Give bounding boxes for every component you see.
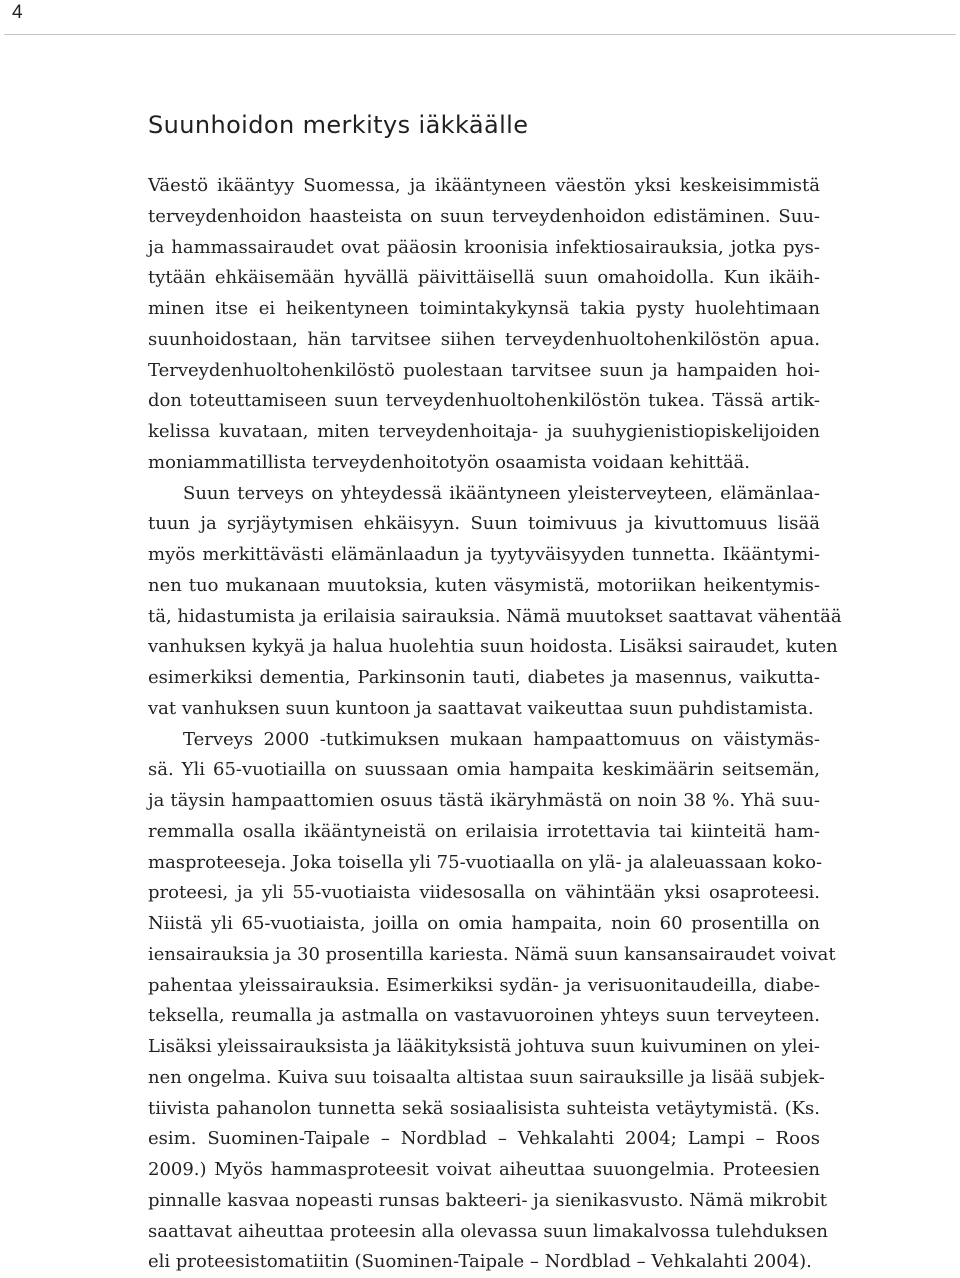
text-line: minen itse ei heikentyneen toimintakykynsä takia pysty huolehtimaan [148, 294, 820, 325]
text-line: Niistä yli 65-vuotiaista, joilla on omia hampaita, noin 60 prosentilla on [148, 909, 820, 940]
header-rule [4, 34, 956, 35]
paragraph [148, 171, 820, 479]
text-line: Terveydenhuoltohenkilöstö puolestaan tarvitsee suun ja hampaiden hoi- [148, 356, 820, 387]
text-line: nen ongelma. Kuiva suu toisaalta altistaa suun sairauksille ja lisää subjek- [148, 1063, 820, 1094]
text-line: tä, hidastumista ja erilaisia sairauksia. Nämä muutokset saattavat vähentää [148, 602, 820, 633]
text-line: ja hammassairaudet ovat pääosin kroonisia infektiosairauksia, jotka pys- [148, 233, 820, 264]
text-line: proteesi, ja yli 55-vuotiaista viidesosalla on vähintään yksi osaproteesi. [148, 878, 820, 909]
text-line: Väestö ikääntyy Suomessa, ja ikääntyneen väestön yksi keskeisimmistä [148, 171, 820, 202]
text-line: pahentaa yleissairauksia. Esimerkiksi sydän- ja verisuonitaudeilla, diabe- [148, 971, 820, 1002]
text-line: Terveys 2000 -tutkimuksen mukaan hampaattomuus on väistymäs- [148, 725, 820, 756]
text-line: tuun ja syrjäytymisen ehkäisyyn. Suun toimivuus ja kivuttomuus lisää [148, 509, 820, 540]
text-line: kelissa kuvataan, miten terveydenhoitaja- ja suuhygienistiopiskelijoiden [148, 417, 820, 448]
text-line: sä. Yli 65-vuotiailla on suussaan omia hampaita keskimäärin seitsemän, [148, 755, 820, 786]
text-line: moniammatillista terveydenhoitotyön osaamista voidaan kehittää. [148, 448, 820, 479]
article-body [148, 171, 820, 1278]
page-number: 4 [12, 0, 23, 26]
text-line: don toteuttamiseen suun terveydenhuoltohenkilöstön tukea. Tässä artik- [148, 386, 820, 417]
text-line: tiivista pahanolon tunnetta sekä sosiaalisista suhteista vetäytymistä. (Ks. [148, 1094, 820, 1125]
text-line: ja täysin hampaattomien osuus tästä ikäryhmästä on noin 38 %. Yhä suu- [148, 786, 820, 817]
text-line: tytään ehkäisemään hyvällä päivittäisellä suun omahoidolla. Kun ikäih- [148, 263, 820, 294]
text-line: Suun terveys on yhteydessä ikääntyneen yleisterveyteen, elämänlaa- [148, 479, 820, 510]
text-line: remmalla osalla ikääntyneistä on erilaisia irrotettavia tai kiinteitä ham- [148, 817, 820, 848]
text-line: vat vanhuksen suun kuntoon ja saattavat vaikeuttaa suun puhdistamista. [148, 694, 820, 725]
text-line: myös merkittävästi elämänlaadun ja tyytyväisyyden tunnetta. Ikääntymi- [148, 540, 820, 571]
text-line: esim. Suominen-Taipale – Nordblad – Vehkalahti 2004; Lampi – Roos [148, 1124, 820, 1155]
text-line: iensairauksia ja 30 prosentilla kariesta. Nämä suun kansansairaudet voivat [148, 940, 820, 971]
text-line: pinnalle kasvaa nopeasti runsas bakteeri- ja sienikasvusto. Nämä mikrobit [148, 1186, 820, 1217]
text-line: eli proteesistomatiitin (Suominen-Taipale – Nordblad – Vehkalahti 2004). [148, 1247, 820, 1278]
text-line: masproteeseja. Joka toisella yli 75-vuotiaalla on ylä- ja alaleuassaan koko- [148, 848, 820, 879]
paragraph [148, 725, 820, 1278]
page-title: Suunhoidon merkitys iäkkäälle [148, 109, 528, 141]
paragraph [148, 479, 820, 725]
text-line: saattavat aiheuttaa proteesin alla olevassa suun limakalvossa tulehduksen [148, 1217, 820, 1248]
text-line: esimerkiksi dementia, Parkinsonin tauti, diabetes ja masennus, vaikutta- [148, 663, 820, 694]
text-line: terveydenhoidon haasteista on suun terveydenhoidon edistäminen. Suu- [148, 202, 820, 233]
text-line: vanhuksen kykyä ja halua huolehtia suun hoidosta. Lisäksi sairaudet, kuten [148, 632, 820, 663]
text-line: 2009.) Myös hammasproteesit voivat aiheuttaa suuongelmia. Proteesien [148, 1155, 820, 1186]
text-line: teksella, reumalla ja astmalla on vastavuoroinen yhteys suun terveyteen. [148, 1001, 820, 1032]
text-line: suunhoidostaan, hän tarvitsee siihen terveydenhuoltohenkilöstön apua. [148, 325, 820, 356]
text-line: nen tuo mukanaan muutoksia, kuten väsymistä, motoriikan heikentymis- [148, 571, 820, 602]
text-line: Lisäksi yleissairauksista ja lääkityksistä johtuva suun kuivuminen on ylei- [148, 1032, 820, 1063]
